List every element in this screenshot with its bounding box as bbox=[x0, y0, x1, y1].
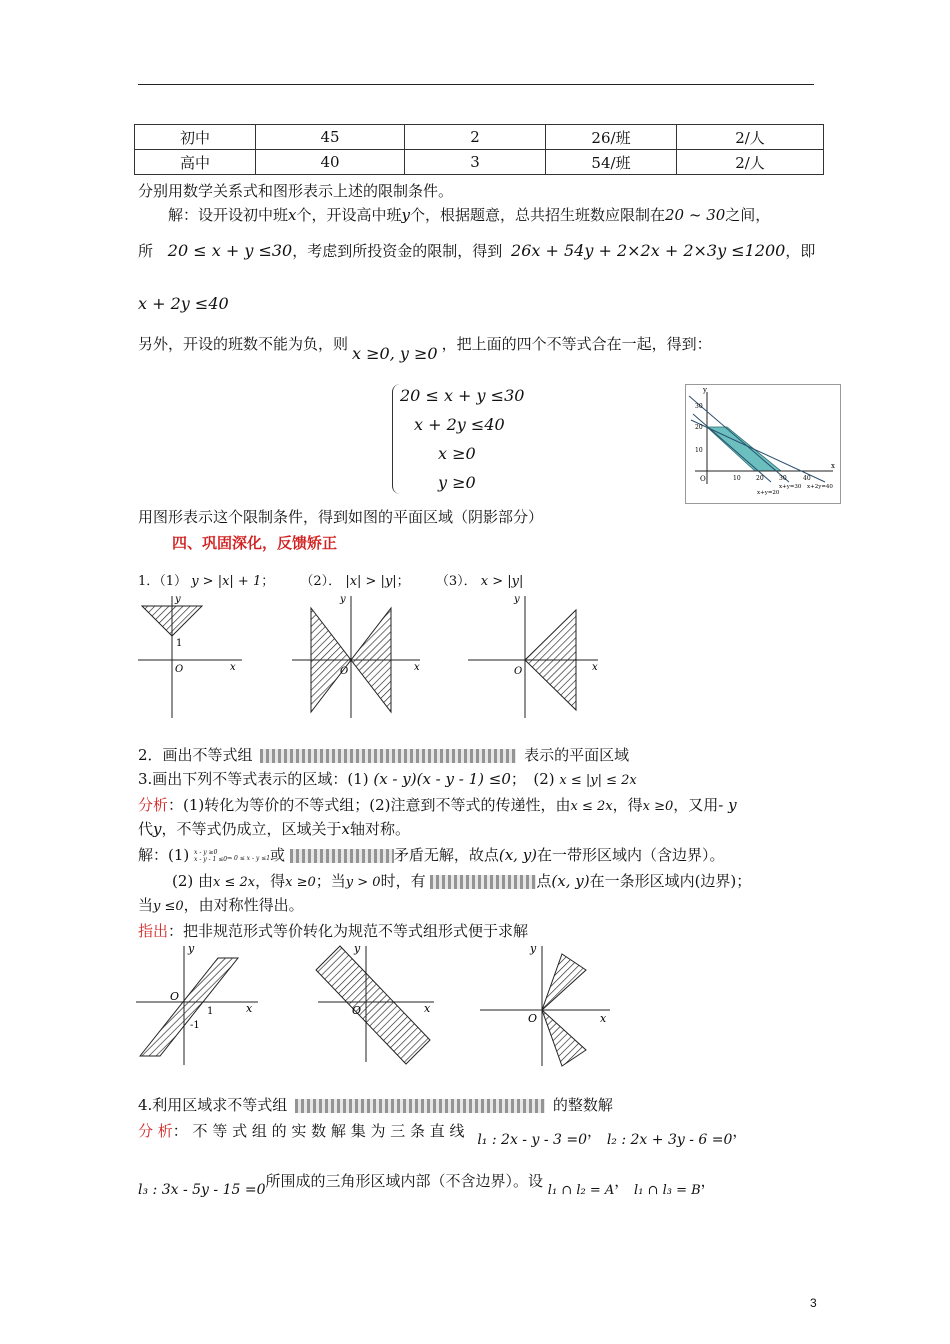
math: 26x + 54y + 2×2x + 2×3y ≤1200 bbox=[511, 241, 786, 260]
math: l₃ : 3x - 5y - 15 =0 bbox=[138, 1182, 266, 1198]
axis-label-x: x bbox=[600, 1012, 607, 1025]
note-label: 指出 bbox=[138, 922, 169, 940]
text: ， bbox=[587, 1122, 603, 1140]
origin-label: O bbox=[528, 1012, 538, 1025]
text: ，又用 bbox=[673, 796, 719, 814]
line-label: x+y=30 bbox=[779, 484, 802, 490]
math: x bbox=[288, 206, 297, 224]
text: (2) 由 bbox=[172, 872, 214, 890]
math: x ≥0 bbox=[642, 799, 674, 814]
text: 另外，开设的班数不能为负，则 bbox=[138, 335, 349, 353]
question-3 bbox=[138, 768, 637, 789]
axis-label-y: y bbox=[703, 386, 707, 394]
table-cell: 2/人 bbox=[677, 125, 824, 150]
table-cell: 45 bbox=[256, 125, 405, 150]
section-heading: 四、巩固深化，反馈矫正 bbox=[172, 534, 338, 552]
text: ， bbox=[732, 1122, 748, 1140]
text: 3.画出下列不等式表示的区域：(1) bbox=[138, 770, 369, 788]
table-cell: 54/班 bbox=[546, 150, 677, 175]
solution-line-3 bbox=[138, 894, 304, 915]
analysis-line-1 bbox=[138, 794, 737, 815]
origin-label: O bbox=[514, 666, 523, 677]
origin-label: O bbox=[340, 666, 349, 677]
paragraph: 分别用数学关系式和图形表示上述的限制条件。 bbox=[138, 182, 454, 200]
text: ，即 bbox=[785, 242, 816, 260]
math: - y bbox=[718, 796, 737, 814]
math: x > |y| bbox=[480, 574, 524, 589]
text: 之间， bbox=[725, 206, 771, 224]
text: 轴对称。 bbox=[349, 820, 410, 838]
tick-label: 1 bbox=[176, 638, 183, 649]
text: 表示的平面区域 bbox=[524, 746, 630, 764]
figure-2 bbox=[292, 594, 420, 718]
shaded-region bbox=[542, 954, 586, 1010]
text: 时，有 bbox=[380, 872, 426, 890]
math: x ≤ 2x bbox=[213, 875, 256, 890]
text: ，不等式仍成立，区域关于 bbox=[161, 820, 342, 838]
analysis-label: 分 析 bbox=[138, 1122, 173, 1140]
question-1-figures bbox=[130, 588, 610, 720]
axis-label-x: x bbox=[414, 662, 420, 673]
text: 2．画出不等式组 bbox=[138, 746, 253, 764]
figure-band-1 bbox=[136, 942, 258, 1065]
tick-label: -1 bbox=[190, 1020, 200, 1031]
text: 点 bbox=[536, 872, 552, 890]
text: 所 bbox=[138, 242, 154, 260]
question-1 bbox=[138, 570, 523, 589]
math: x ≤ 2x bbox=[570, 799, 613, 814]
tick-label: 30 bbox=[779, 475, 787, 482]
origin-label: O bbox=[352, 1004, 362, 1017]
shaded-region bbox=[542, 1010, 586, 1066]
blurred-formula bbox=[260, 749, 516, 763]
math: y ≤0 bbox=[153, 899, 184, 914]
page-number: 3 bbox=[810, 1296, 817, 1310]
shaded-region bbox=[140, 958, 238, 1056]
table-cell: 40 bbox=[256, 150, 405, 175]
text: ， bbox=[700, 1172, 716, 1190]
math: y bbox=[153, 820, 162, 838]
small-system bbox=[194, 849, 227, 863]
math: y > 0 bbox=[345, 875, 381, 890]
text: ： 不 等 式 组 的 实 数 解 集 为 三 条 直 线 bbox=[172, 1122, 465, 1140]
line-label: x+y=20 bbox=[757, 490, 780, 496]
math: l₁ : 2x - y - 3 =0 bbox=[477, 1132, 588, 1148]
tick-label: 40 bbox=[803, 475, 811, 482]
math: 20 ≤ x + y ≤30 bbox=[167, 241, 293, 260]
text: ：(1)转化为等价的不等式组；(2)注意到不等式的传递性，由 bbox=[168, 796, 571, 814]
analysis-line-2 bbox=[138, 818, 410, 839]
axis-label-x: x bbox=[230, 662, 236, 673]
figure-wedge bbox=[480, 942, 610, 1066]
analysis-label: 分析 bbox=[138, 796, 169, 814]
text: ：把非规范形式等价转化为规范不等式组形式便于求解 bbox=[168, 922, 529, 940]
paragraph bbox=[138, 240, 815, 261]
math: x - y - 1 ≤0 bbox=[194, 856, 228, 863]
axis-label-x: x bbox=[424, 1002, 431, 1015]
axis-label-x: x bbox=[246, 1002, 253, 1015]
table-row bbox=[135, 150, 824, 175]
tick-label: 20 bbox=[695, 424, 703, 431]
text: ，把上面的四个不等式合在一起，得到： bbox=[441, 335, 712, 353]
text: 代 bbox=[138, 820, 154, 838]
question-4 bbox=[138, 1094, 613, 1115]
text: （3）． bbox=[435, 574, 477, 589]
axis-label-y: y bbox=[175, 594, 181, 605]
table-cell: 2/人 bbox=[677, 150, 824, 175]
paragraph: 用图形表示这个限制条件，得到如图的平面区域（阴影部分） bbox=[138, 508, 544, 526]
axis-label-y: y bbox=[514, 594, 520, 605]
paragraph bbox=[138, 333, 712, 363]
question-3-figures bbox=[130, 940, 620, 1068]
table-cell: 26/班 bbox=[546, 125, 677, 150]
text: 4.利用区域求不等式组 bbox=[138, 1096, 288, 1114]
solution-line-2 bbox=[172, 870, 751, 891]
math: (x, y) bbox=[551, 872, 590, 890]
analysis-4-line-2 bbox=[138, 1170, 716, 1198]
axis-label-y: y bbox=[354, 942, 361, 955]
origin-label: O bbox=[700, 475, 706, 483]
text: 在一条形区域内(边界)； bbox=[589, 872, 752, 890]
tick-label: 20 bbox=[756, 475, 764, 482]
math: l₁ ∩ l₃ = B bbox=[634, 1183, 701, 1198]
math: x ≥0, y ≥0 bbox=[352, 344, 438, 363]
text: ； bbox=[261, 574, 275, 589]
feasible-region-figure bbox=[685, 384, 841, 504]
data-table bbox=[134, 124, 824, 175]
blurred-formula bbox=[290, 849, 394, 863]
text: 解：设开设初中班 bbox=[168, 206, 289, 224]
tick-label: 10 bbox=[695, 447, 703, 454]
axis-label-y: y bbox=[530, 942, 537, 955]
math: 20 ~ 30 bbox=[665, 206, 726, 224]
question-2 bbox=[138, 744, 629, 765]
system-line: x + 2y ≤40 bbox=[414, 415, 505, 434]
math: (x, y) bbox=[498, 846, 538, 864]
tick-label: 10 bbox=[733, 475, 741, 482]
note-line bbox=[138, 920, 528, 941]
math: x - y ≥0 bbox=[194, 849, 218, 856]
text: ， bbox=[614, 1172, 630, 1190]
analysis-4-line-1 bbox=[138, 1120, 748, 1148]
math: x ≥0 bbox=[285, 875, 316, 890]
text: 解：(1) bbox=[138, 846, 190, 864]
text: ，得 bbox=[255, 872, 286, 890]
figure-3 bbox=[468, 594, 598, 718]
text: 1． bbox=[138, 574, 160, 589]
text: ，考虑到所投资金的限制，得到 bbox=[292, 242, 503, 260]
math: x bbox=[341, 820, 350, 838]
math: (x - y)(x - y - 1) ≤0 bbox=[373, 770, 511, 788]
text: 个，根据题意，总共招生班数应限制在 bbox=[409, 206, 665, 224]
text: ，由对称性得出。 bbox=[183, 896, 304, 914]
line-label: x+2y=40 bbox=[807, 484, 833, 490]
shaded-region bbox=[316, 946, 430, 1064]
text: 矛盾无解，故点 bbox=[393, 846, 499, 864]
math: y bbox=[401, 206, 410, 224]
text: （2）． bbox=[300, 574, 342, 589]
text: 个，开设高中班 bbox=[296, 206, 402, 224]
header-rule bbox=[138, 84, 814, 85]
math: l₁ ∩ l₂ = A bbox=[547, 1183, 615, 1198]
text: （1） bbox=[159, 574, 188, 589]
paragraph bbox=[168, 204, 770, 225]
system-line: x ≥0 bbox=[438, 444, 476, 463]
origin-label: O bbox=[175, 664, 184, 675]
origin-label: O bbox=[170, 990, 180, 1003]
table-cell: 初中 bbox=[135, 125, 256, 150]
math: l₂ : 2x + 3y - 6 =0 bbox=[606, 1132, 733, 1148]
text: ，得 bbox=[612, 796, 643, 814]
system-line: y ≥0 bbox=[438, 473, 476, 492]
system-line: 20 ≤ x + y ≤30 bbox=[400, 386, 525, 405]
solution-line-1 bbox=[138, 844, 725, 865]
math-line: x + 2y ≤40 bbox=[138, 294, 229, 313]
text: 或 bbox=[270, 846, 286, 864]
tick-label: 30 bbox=[695, 403, 703, 410]
axis-label-x: x bbox=[831, 462, 835, 470]
text: ； bbox=[396, 574, 410, 589]
math: x ≤ |y| ≤ 2x bbox=[559, 773, 637, 788]
blurred-formula bbox=[430, 875, 536, 889]
axis-label-x: x bbox=[592, 662, 598, 673]
tick-label: 1 bbox=[207, 1006, 214, 1017]
figure-1 bbox=[138, 594, 242, 718]
text: 当 bbox=[138, 896, 154, 914]
table-cell: 3 bbox=[405, 150, 546, 175]
text: 在一带形区域内（含边界）。 bbox=[537, 846, 725, 864]
text: ；当 bbox=[315, 872, 346, 890]
table-cell: 2 bbox=[405, 125, 546, 150]
math: ⇒ 0 ≤ x - y ≤1 bbox=[227, 855, 271, 862]
text: 所围成的三角形区域内部（不含边界）。设 bbox=[265, 1172, 544, 1190]
table-row bbox=[135, 125, 824, 150]
math: |x| > |y| bbox=[345, 574, 397, 589]
blurred-formula bbox=[295, 1099, 545, 1113]
axis-label-y: y bbox=[340, 594, 346, 605]
axis-label-y: y bbox=[188, 942, 195, 955]
table-cell: 高中 bbox=[135, 150, 256, 175]
math: y > |x| + 1 bbox=[191, 574, 262, 589]
text: ； (2) bbox=[510, 770, 555, 788]
figure-band-2 bbox=[316, 942, 434, 1064]
text: 的整数解 bbox=[552, 1096, 613, 1114]
